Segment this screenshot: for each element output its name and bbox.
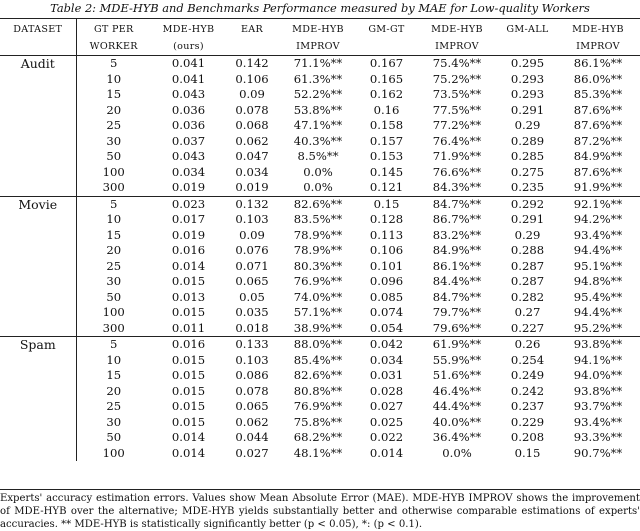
dataset-cell	[0, 149, 76, 165]
improv-gm-all-cell: 95.4%**	[573, 289, 623, 304]
dataset-cell	[0, 368, 76, 384]
improv-ear-cell: 61.3%**	[293, 71, 343, 86]
improv-gm-all-cell: 85.3%**	[573, 87, 623, 101]
ear-cell: 0.05	[239, 289, 265, 304]
gm-gt-cell: 0.15	[358, 196, 415, 212]
improv-ear-cell: 8.5%**	[297, 149, 339, 163]
table-row	[0, 305, 640, 321]
table-row	[0, 274, 640, 290]
gm-gt-cell: 0.034	[369, 352, 404, 367]
table-row	[0, 228, 640, 244]
mde-hyb-cell: 0.015	[171, 383, 206, 398]
mde-hyb-cell: 0.011	[171, 320, 206, 335]
mde-hyb-cell: 0.041	[151, 56, 226, 72]
improv-gm-all-cell: 84.9%**	[573, 149, 623, 163]
ear-cell: 0.034	[235, 164, 269, 179]
improv-gm-all-cell: 95.1%**	[573, 258, 623, 273]
header-mde-hyb: MDE-HYB	[162, 23, 215, 35]
gt-per-worker-cell: 30	[106, 414, 122, 429]
dataset-cell	[0, 134, 76, 150]
header-improv-gm-all-line2: IMPROV	[576, 40, 620, 52]
table-footnote: Experts' accuracy estimation errors. Values show Mean Absolute Error (MAE). MDE-HYB IMPROV shows the improvement of MDE-HYB over the alternative; MDE-HYB yields substantially better and otherwise comparable estimations of experts' accuracies. ** MDE-HYB is statistically significantly better (p < 0.05), *: (p < 0.1).	[0, 489, 640, 531]
gt-per-worker-cell: 5	[76, 56, 151, 72]
gm-all-cell: 0.229	[510, 414, 545, 429]
improv-gm-all-cell: 94.4%**	[573, 243, 623, 257]
gt-per-worker-cell: 5	[76, 196, 151, 212]
table-row	[0, 430, 640, 446]
mde-hyb-cell: 0.036	[171, 118, 206, 132]
gm-gt-cell: 0.031	[369, 368, 404, 382]
improv-gm-all-cell: 94.0%**	[573, 368, 623, 382]
dataset-cell	[0, 399, 76, 415]
ear-cell: 0.068	[235, 118, 269, 132]
mde-hyb-cell: 0.036	[171, 102, 206, 117]
improv-ear-cell: 76.9%**	[293, 274, 343, 288]
dataset-cell	[0, 446, 76, 462]
improv-ear-cell: 82.6%**	[293, 368, 343, 382]
gm-all-cell: 0.293	[510, 71, 545, 86]
ear-cell: 0.09	[239, 87, 265, 101]
gm-all-cell: 0.287	[510, 258, 545, 273]
improv-gm-gt-cell: 84.3%**	[432, 180, 482, 194]
dataset-cell	[0, 228, 76, 244]
header-improv-gm-all: MDE-HYB	[572, 23, 624, 35]
improv-gm-gt-cell: 55.9%**	[432, 352, 482, 367]
table-row	[0, 353, 640, 369]
table-row	[0, 118, 640, 134]
ear-cell: 0.078	[235, 383, 269, 398]
dataset-cell	[0, 212, 76, 228]
mde-hyb-cell: 0.023	[151, 196, 226, 212]
mde-hyb-cell: 0.013	[171, 289, 206, 304]
improv-gm-gt-cell: 71.9%**	[432, 149, 482, 163]
improv-gm-all-cell: 86.1%**	[556, 56, 640, 72]
table-row	[0, 446, 640, 462]
gm-all-cell: 0.293	[510, 87, 545, 101]
improv-gm-all-cell: 87.6%**	[573, 118, 623, 132]
improv-gm-gt-cell: 75.2%**	[432, 71, 482, 86]
ear-cell: 0.132	[226, 196, 278, 212]
dataset-cell	[0, 87, 76, 103]
gm-all-cell: 0.291	[510, 212, 545, 226]
dataset-cell	[0, 321, 76, 337]
gm-all-cell: 0.29	[514, 227, 541, 242]
gt-per-worker-cell: 30	[106, 133, 122, 148]
table-body	[0, 56, 640, 462]
header-ear-blank	[226, 38, 278, 56]
gm-all-cell: 0.249	[510, 368, 545, 382]
dataset-cell	[0, 290, 76, 306]
ear-cell: 0.078	[235, 102, 269, 117]
gt-per-worker-cell: 25	[106, 399, 122, 413]
gt-per-worker-cell: 50	[106, 289, 122, 304]
gm-all-cell: 0.275	[510, 164, 545, 179]
gt-per-worker-cell: 100	[102, 305, 125, 319]
improv-gm-gt-cell: 73.5%**	[432, 87, 482, 101]
gm-gt-cell: 0.16	[373, 102, 400, 117]
gm-gt-cell: 0.167	[358, 56, 415, 72]
improv-gm-gt-cell: 86.1%**	[432, 258, 482, 273]
gt-per-worker-cell: 300	[102, 320, 125, 335]
improv-gm-gt-cell: 76.6%**	[432, 164, 482, 179]
improv-gm-all-cell: 90.7%**	[573, 445, 623, 460]
gm-all-cell: 0.15	[514, 445, 541, 460]
mde-hyb-cell: 0.034	[171, 164, 206, 179]
mde-hyb-cell: 0.019	[171, 227, 206, 242]
dataset-cell	[0, 274, 76, 290]
mde-hyb-cell: 0.019	[171, 180, 206, 194]
mde-hyb-cell: 0.015	[171, 305, 206, 319]
improv-ear-cell: 57.1%**	[293, 305, 343, 319]
improv-gm-all-cell: 94.4%**	[573, 305, 623, 319]
gt-per-worker-cell: 300	[102, 180, 125, 194]
gm-gt-cell: 0.145	[369, 164, 404, 179]
improv-gm-gt-cell: 79.6%**	[432, 320, 482, 335]
dataset-cell: Audit	[0, 56, 76, 72]
gt-per-worker-cell: 20	[106, 243, 122, 257]
ear-cell: 0.071	[235, 258, 269, 273]
ear-cell: 0.062	[235, 133, 269, 148]
gm-all-cell: 0.26	[499, 337, 556, 353]
improv-gm-gt-cell: 40.0%**	[432, 414, 482, 429]
improv-ear-cell: 88.0%**	[278, 337, 358, 353]
mde-hyb-cell: 0.043	[171, 149, 206, 163]
table-row	[0, 259, 640, 275]
gm-gt-cell: 0.027	[369, 399, 404, 413]
improv-ear-cell: 76.9%**	[293, 399, 343, 413]
gm-all-cell: 0.242	[510, 383, 545, 398]
improv-gm-gt-cell: 84.7%**	[415, 196, 499, 212]
mde-hyb-cell: 0.041	[171, 71, 206, 86]
improv-gm-gt-cell: 76.4%**	[432, 133, 482, 148]
improv-gm-gt-cell: 36.4%**	[432, 430, 482, 444]
table-row	[0, 165, 640, 181]
improv-gm-all-cell: 93.8%**	[556, 337, 640, 353]
table-row	[0, 103, 640, 119]
improv-gm-gt-cell: 86.7%**	[432, 212, 482, 226]
gt-per-worker-cell: 30	[106, 274, 122, 288]
gt-per-worker-cell: 10	[106, 352, 122, 367]
table-row	[0, 384, 640, 400]
table-row	[0, 134, 640, 150]
improv-gm-all-cell: 92.1%**	[556, 196, 640, 212]
gm-all-cell: 0.285	[510, 149, 545, 163]
gt-per-worker-cell: 15	[106, 368, 122, 382]
table-row	[0, 180, 640, 196]
header-improv-gm-gt: MDE-HYB	[431, 23, 483, 35]
gt-per-worker-cell: 15	[106, 227, 122, 242]
improv-ear-cell: 0.0%	[303, 180, 333, 194]
improv-ear-cell: 47.1%**	[293, 118, 343, 132]
dataset-cell	[0, 259, 76, 275]
improv-gm-gt-cell: 84.9%**	[432, 243, 482, 257]
improv-ear-cell: 38.9%**	[293, 320, 343, 335]
gt-per-worker-cell: 5	[76, 337, 151, 353]
gm-gt-cell: 0.128	[369, 212, 404, 226]
improv-gm-gt-cell: 77.5%**	[432, 102, 482, 117]
gm-all-cell: 0.208	[510, 430, 545, 444]
gm-gt-cell: 0.022	[369, 430, 404, 444]
header-improv-ear-line2: IMPROV	[296, 40, 340, 52]
table-row	[0, 415, 640, 431]
gt-per-worker-cell: 20	[106, 102, 122, 117]
mde-hyb-cell: 0.015	[171, 399, 206, 413]
improv-gm-gt-cell: 61.9%**	[415, 337, 499, 353]
header-improv-ear: MDE-HYB	[292, 23, 344, 35]
ear-cell: 0.035	[235, 305, 269, 319]
gm-all-cell: 0.292	[499, 196, 556, 212]
improv-gm-gt-cell: 75.4%**	[415, 56, 499, 72]
improv-gm-gt-cell: 84.4%**	[432, 274, 482, 288]
dataset-cell	[0, 415, 76, 431]
improv-ear-cell: 71.1%**	[278, 56, 358, 72]
ear-cell: 0.103	[235, 212, 269, 226]
dataset-cell	[0, 430, 76, 446]
table-caption: Table 2: MDE-HYB and Benchmarks Performance measured by MAE for Low-quality Workers	[50, 1, 590, 15]
dataset-cell	[0, 165, 76, 181]
gm-all-cell: 0.227	[510, 320, 545, 335]
improv-gm-all-cell: 91.9%**	[573, 180, 623, 194]
gm-all-cell: 0.291	[510, 102, 545, 117]
ear-cell: 0.065	[235, 399, 269, 413]
mde-hyb-cell: 0.014	[171, 258, 206, 273]
gm-all-cell: 0.288	[510, 243, 545, 257]
gm-gt-cell: 0.074	[369, 305, 404, 319]
improv-gm-all-cell: 93.4%**	[573, 414, 623, 429]
ear-cell: 0.133	[226, 337, 278, 353]
gt-per-worker-cell: 100	[102, 164, 125, 179]
dataset-cell	[0, 353, 76, 369]
dataset-cell: Spam	[0, 337, 76, 353]
header-dataset-blank	[0, 38, 76, 56]
table-row	[0, 337, 640, 353]
ear-cell: 0.106	[235, 71, 269, 86]
gm-gt-cell: 0.042	[358, 337, 415, 353]
gt-per-worker-cell: 25	[106, 118, 122, 132]
improv-gm-gt-cell: 77.2%**	[432, 118, 482, 132]
improv-ear-cell: 75.8%**	[293, 414, 343, 429]
improv-gm-all-cell: 87.6%**	[573, 102, 623, 117]
header-gm-gt-blank	[358, 38, 415, 56]
ear-cell: 0.062	[235, 414, 269, 429]
table-row	[0, 72, 640, 88]
gm-gt-cell: 0.085	[369, 289, 404, 304]
mde-hyb-cell: 0.043	[171, 87, 206, 101]
header-dataset: DATASET	[0, 19, 76, 39]
improv-gm-all-cell: 93.8%**	[573, 383, 623, 398]
gt-per-worker-cell: 50	[106, 430, 122, 444]
table-row	[0, 290, 640, 306]
improv-gm-gt-cell: 0.0%	[442, 445, 472, 460]
improv-ear-cell: 40.3%**	[293, 133, 343, 148]
dataset-cell	[0, 305, 76, 321]
mde-hyb-cell: 0.015	[171, 414, 206, 429]
improv-ear-cell: 74.0%**	[293, 289, 343, 304]
gm-all-cell: 0.237	[510, 399, 545, 413]
improv-ear-cell: 83.5%**	[293, 212, 343, 226]
header-gt-per-worker: GT PER	[93, 23, 134, 35]
gt-per-worker-cell: 10	[106, 71, 122, 86]
improv-gm-all-cell: 95.2%**	[573, 320, 623, 335]
improv-gm-gt-cell: 79.7%**	[432, 305, 482, 319]
dataset-cell	[0, 118, 76, 134]
improv-ear-cell: 78.9%**	[293, 227, 343, 242]
improv-gm-all-cell: 94.1%**	[573, 352, 623, 367]
gm-gt-cell: 0.165	[369, 71, 404, 86]
dataset-cell	[0, 72, 76, 88]
mde-hyb-cell: 0.037	[171, 133, 206, 148]
table-row	[0, 368, 640, 384]
improv-ear-cell: 52.2%**	[293, 87, 343, 101]
dataset-cell	[0, 243, 76, 259]
header-row-1	[0, 19, 640, 39]
gm-gt-cell: 0.028	[369, 383, 404, 398]
ear-cell: 0.086	[235, 368, 269, 382]
improv-gm-all-cell: 94.2%**	[573, 212, 623, 226]
header-improv-gm-gt-line2: IMPROV	[435, 40, 479, 52]
dataset-cell	[0, 180, 76, 196]
gm-gt-cell: 0.162	[369, 87, 404, 101]
mde-hyb-cell: 0.017	[171, 212, 206, 226]
header-gm-all: GM-ALL	[506, 23, 549, 35]
improv-ear-cell: 78.9%**	[293, 243, 343, 257]
gm-gt-cell: 0.113	[369, 227, 404, 242]
gt-per-worker-cell: 50	[106, 149, 122, 163]
ear-cell: 0.044	[235, 430, 269, 444]
improv-gm-gt-cell: 51.6%**	[432, 368, 482, 382]
gm-all-cell: 0.289	[510, 133, 545, 148]
improv-gm-gt-cell: 83.2%**	[432, 227, 482, 242]
gm-gt-cell: 0.096	[369, 274, 404, 288]
header-row-2	[0, 38, 640, 56]
gm-gt-cell: 0.054	[369, 320, 404, 335]
improv-ear-cell: 0.0%	[303, 164, 333, 179]
improv-ear-cell: 85.4%**	[293, 352, 343, 367]
ear-cell: 0.103	[235, 352, 269, 367]
improv-gm-all-cell: 93.7%**	[573, 399, 623, 413]
improv-gm-gt-cell: 44.4%**	[432, 399, 482, 413]
gm-gt-cell: 0.014	[369, 445, 404, 460]
ear-cell: 0.065	[235, 274, 269, 288]
improv-gm-all-cell: 93.4%**	[573, 227, 623, 242]
improv-ear-cell: 68.2%**	[293, 430, 343, 444]
header-gm-gt: GM-GT	[368, 23, 405, 35]
improv-gm-all-cell: 86.0%**	[573, 71, 623, 86]
gm-gt-cell: 0.157	[369, 133, 404, 148]
improv-ear-cell: 80.8%**	[293, 383, 343, 398]
gt-per-worker-cell: 25	[106, 258, 122, 273]
gm-all-cell: 0.29	[514, 118, 541, 132]
gm-gt-cell: 0.153	[369, 149, 404, 163]
gt-per-worker-cell: 10	[106, 212, 122, 226]
dataset-cell	[0, 384, 76, 400]
mde-hyb-cell: 0.016	[151, 337, 226, 353]
improv-gm-gt-cell: 84.7%**	[432, 289, 482, 304]
gm-all-cell: 0.287	[510, 274, 545, 288]
gm-gt-cell: 0.025	[369, 414, 404, 429]
gm-gt-cell: 0.106	[369, 243, 404, 257]
improv-gm-all-cell: 94.8%**	[573, 274, 623, 288]
ear-cell: 0.09	[239, 227, 265, 242]
table-row	[0, 196, 640, 212]
table-row	[0, 212, 640, 228]
gm-all-cell: 0.282	[510, 289, 545, 304]
gm-gt-cell: 0.121	[369, 180, 404, 194]
ear-cell: 0.019	[235, 180, 269, 194]
mde-hyb-cell: 0.016	[171, 243, 206, 257]
gt-per-worker-cell: 100	[102, 445, 125, 460]
mde-hyb-cell: 0.015	[171, 274, 206, 288]
results-table	[0, 18, 640, 461]
ear-cell: 0.018	[235, 320, 269, 335]
improv-gm-all-cell: 93.3%**	[573, 430, 623, 444]
improv-gm-gt-cell: 46.4%**	[432, 383, 482, 398]
gt-per-worker-cell: 20	[106, 383, 122, 398]
gm-gt-cell: 0.158	[369, 118, 404, 132]
gm-gt-cell: 0.101	[369, 258, 404, 273]
mde-hyb-cell: 0.015	[171, 368, 206, 382]
gm-all-cell: 0.27	[514, 305, 541, 319]
header-gm-all-blank	[499, 38, 556, 56]
ear-cell: 0.027	[235, 445, 269, 460]
gm-all-cell: 0.235	[510, 180, 545, 194]
table-row	[0, 56, 640, 72]
ear-cell: 0.047	[235, 149, 269, 163]
table-row	[0, 149, 640, 165]
table-row	[0, 243, 640, 259]
improv-ear-cell: 48.1%**	[293, 445, 343, 460]
header-mde-hyb-line2: (ours)	[173, 40, 204, 52]
improv-ear-cell: 53.8%**	[293, 102, 343, 117]
dataset-cell: Movie	[0, 196, 76, 212]
ear-cell: 0.142	[226, 56, 278, 72]
mde-hyb-cell: 0.015	[171, 352, 206, 367]
mde-hyb-cell: 0.014	[171, 445, 206, 460]
table-row	[0, 321, 640, 337]
improv-ear-cell: 82.6%**	[278, 196, 358, 212]
improv-gm-all-cell: 87.6%**	[573, 164, 623, 179]
gm-all-cell: 0.295	[499, 56, 556, 72]
table-row	[0, 399, 640, 415]
improv-gm-all-cell: 87.2%**	[573, 133, 623, 148]
gm-all-cell: 0.254	[510, 352, 545, 367]
table-row	[0, 87, 640, 103]
ear-cell: 0.076	[235, 243, 269, 257]
header-ear: EAR	[240, 23, 264, 35]
gt-per-worker-cell: 15	[106, 87, 122, 101]
mde-hyb-cell: 0.014	[171, 430, 206, 444]
header-gt-per-worker-line2: WORKER	[89, 40, 138, 52]
improv-ear-cell: 80.3%**	[293, 258, 343, 273]
dataset-cell	[0, 103, 76, 119]
